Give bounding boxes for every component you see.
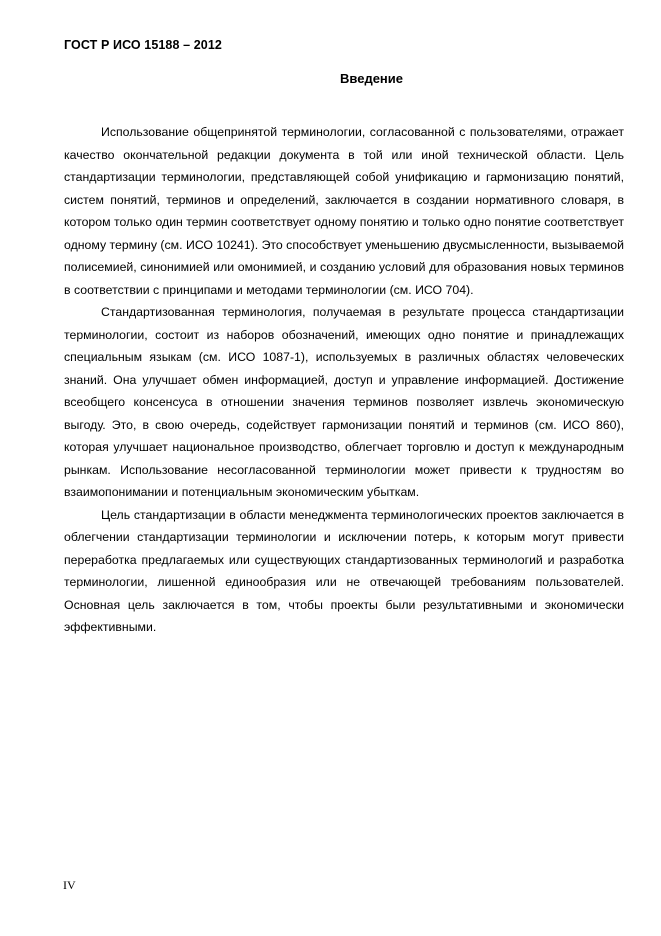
paragraph-1: Использование общепринятой терминологии, согласованной с пользователями, отражает качество окончательной редакции документа в той или иной технической области. Цель стандартизации терминологии, представляющей собой унификацию и гармонизацию понятий, систем понятий, терминов и определений, заключается в создании нормативного словаря, в котором только один термин соответствует одному понятию и только одно понятие соответствует одному термину (см. ИСО 10241). Это способствует уменьшению двусмысленности, вызываемой полисемией, синонимией или омонимией, и созданию условий для образования новых терминов в соответствии с принципами и методами терминологии (см. ИСО 704). — [64, 125, 624, 297]
section-title: Введение — [340, 71, 403, 86]
paragraph-2: Стандартизованная терминология, получаемая в результате процесса стандартизации терминологии, состоит из наборов обозначений, имеющих одно понятие и принадлежащих специальным языкам (см. ИСО 1087-1), используемых в различных областях человеческих знаний. Она улучшает обмен информацией, доступ и управление информацией. Достижение всеобщего консенсуса в отношении значения терминов позволяет извлечь экономическую выгоду. Это, в свою очередь, содействует гармонизации понятий и терминов (см. ИСО 860), которая улучшает национальное производство, облегчает торговлю и доступ к международным рынкам. Использование несогласованной терминологии может привести к трудностям во взаимопонимании и потенциальным экономическим убыткам. — [64, 305, 624, 499]
page-number: IV — [63, 878, 76, 892]
standard-designation-header: ГОСТ Р ИСО 15188 – 2012 — [64, 38, 222, 52]
paragraph-3: Цель стандартизации в области менеджмента терминологических проектов заключается в облегчении стандартизации терминологии и исключении потерь, к которым могут привести переработка предлагаемых или существующих стандартизованных терминологий и разработка терминологии, лишенной единообразия или не отвечающей требованиям пользователей. Основная цель заключается в том, чтобы проекты были результативными и экономически эффективными. — [64, 507, 624, 634]
introduction-body — [64, 121, 624, 639]
